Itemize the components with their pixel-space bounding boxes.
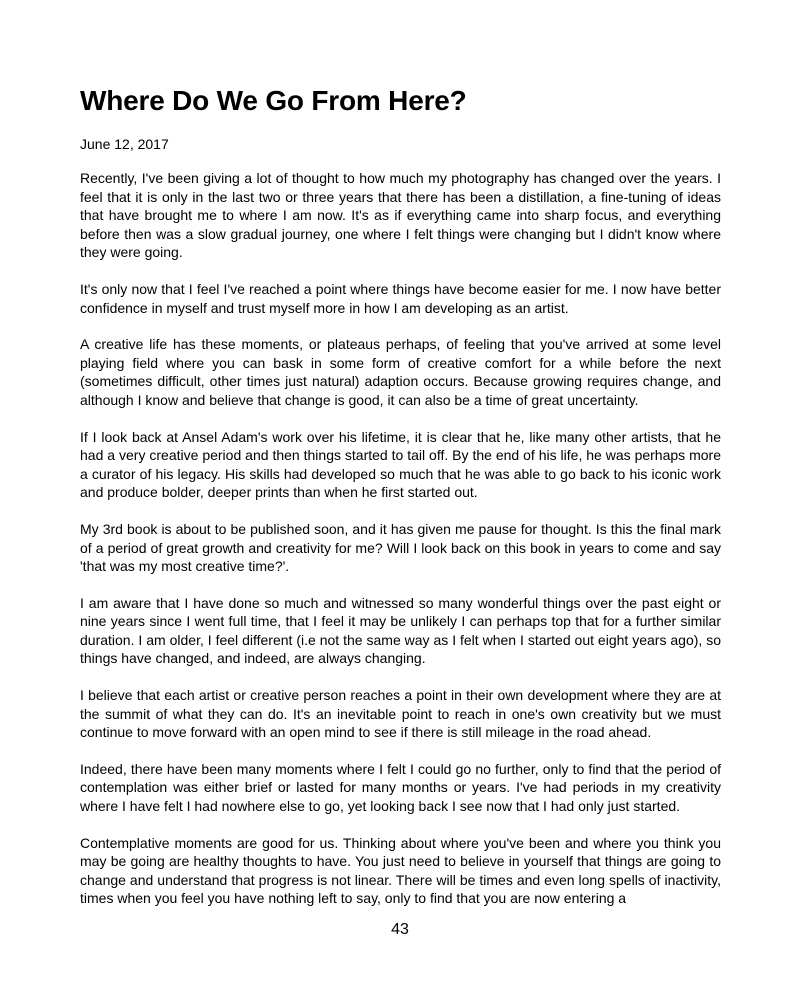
paragraph: A creative life has these moments, or plateaus perhaps, of feeling that you've arrived at some level playing field where you can bask in some form of creative comfort for a while before the next (sometimes difficult, other times just natural) adaption occurs. Because growing requires change, and although I know and believe that change is good, it can also be a time of great uncertainty.	[80, 336, 721, 408]
paragraph: Recently, I've been giving a lot of thought to how much my photography has changed over the years. I feel that it is only in the last two or three years that there has been a distillation, a fine-tuning of ideas that have brought me to where I am now. It's as if everything came into sharp focus, and everything before then was a slow gradual journey, one where I felt things were changing but I didn't know where they were going.	[80, 170, 721, 261]
paragraph: It's only now that I feel I've reached a point where things have become easier for me. I now have better confidence in myself and trust myself more in how I am developing as an artist.	[80, 280, 721, 316]
article-date: June 12, 2017	[80, 136, 169, 152]
paragraph: My 3rd book is about to be published soon, and it has given me pause for thought. Is this the final mark of a period of great growth and creativity for me? Will I look back on this book in years to come and say 'that was my most creative time?'.	[80, 520, 721, 575]
paragraph: Indeed, there have been many moments where I felt I could go no further, only to find that the period of contemplation was either brief or lasted for many months or years. I've had periods in my creativity where I have felt I had nowhere else to go, yet looking back I see now that I had only just started.	[80, 760, 721, 815]
paragraph: I believe that each artist or creative person reaches a point in their own development where they are at the summit of what they can do. It's an inevitable point to reach in one's own creativity but we must continue to move forward with an open mind to see if there is still mileage in the road ahead.	[80, 687, 721, 741]
paragraph: I am aware that I have done so much and witnessed so many wonderful things over the past eight or nine years since I went full time, that I feel it may be unlikely I can perhaps top that for a further similar duration. I am older, I feel different (i.e not the same way as I felt when I started out eight years ago), so things have changed, and indeed, are always changing.	[80, 594, 721, 667]
paragraph: If I look back at Ansel Adam's work over his lifetime, it is clear that he, like many other artists, that he had a very creative period and then things started to tail off. By the end of his life, he was perhaps more a curator of his legacy. His skills had developed so much that he was able to go back to his iconic work and produce bolder, deeper prints than when he first started out.	[80, 428, 721, 501]
page-number: 43	[391, 921, 409, 938]
paragraph: Contemplative moments are good for us. Thinking about where you've been and where you think you may be going are healthy thoughts to have. You just need to believe in yourself that things are going to change and understand that progress is not linear. There will be times and even long spells of inactivity, times when you feel you have nothing left to say, only to find that you are now entering a	[80, 834, 721, 907]
article	[80, 84, 721, 908]
page-title: Where Do We Go From Here?	[80, 85, 467, 116]
